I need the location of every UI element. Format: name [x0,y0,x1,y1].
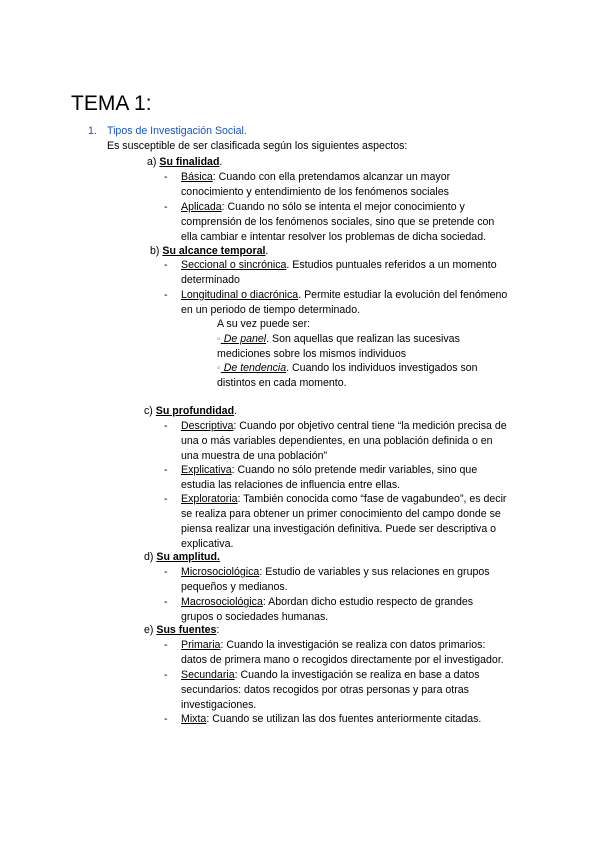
list-item-continuation: secundarios: datos recogidos por otras personas y para otras [181,684,469,696]
list-item-continuation: conocimiento y entendimiento de los fenómenos sociales [181,186,449,198]
list-item-continuation: determinado [181,274,240,286]
list-item-continuation: investigaciones. [181,699,257,711]
section-intro: Es susceptible de ser clasificada según los siguientes aspectos: [107,140,408,152]
list-item-continuation: se realiza para obtener un primer conocimiento del campo donde se [181,508,501,520]
subsection-a-heading: a) Su finalidad. [147,156,223,168]
bullet-dash: - [164,259,168,271]
list-item: Longitudinal o diacrónica. Permite estudiar la evolución del fenómeno [181,289,508,301]
list-item: Explicativa: Cuando no sólo pretende medir variables, sino que [181,464,478,476]
bullet-dash: - [164,639,168,651]
list-item-continuation: datos de primera mano o recogidos directamente por el investigador. [181,654,504,666]
subsection-e-heading: e) Sus fuentes: [144,624,220,636]
subsection-d-heading: d) Su amplitud. [144,551,220,563]
list-item-continuation: piensa realizar una investigación definitiva. Puede ser descriptiva o [181,523,497,535]
list-item-continuation: una o más variables dependientes, en una población definida o en [181,435,493,447]
sub-list-item-continuation: distintos en cada momento. [217,377,347,389]
list-item: Mixta: Cuando se utilizan las dos fuentes anteriormente citadas. [181,713,482,725]
list-item-continuation: ella cambiar e intentar resolver los problemas de dicha sociedad. [181,231,487,243]
bullet-dash: - [164,464,168,476]
list-item-continuation: pequeños y medianos. [181,581,288,593]
bullet-dash: - [164,493,168,505]
list-item: Macrosociológica: Abordan dicho estudio respecto de grandes [181,596,474,608]
list-item: Seccional o sincrónica. Estudios puntuales referidos a un momento [181,259,497,271]
list-item-continuation: en un periodo de tiempo determinado. [181,304,361,316]
list-item: Exploratoria: También conocida como “fase de vagabundeo”, es decir [181,493,507,505]
page-title: TEMA 1: [71,92,152,115]
list-item: Secundaria: Cuando la investigación se realiza en base a datos [181,669,480,681]
subsection-c-heading: c) Su profundidad. [144,405,237,417]
list-item-continuation: una muestra de una población” [181,450,328,462]
bullet-dash: - [164,669,168,681]
sub-list-item: ◦ De tendencia. Cuando los individuos investigados son [217,362,478,374]
list-item-continuation: explicativa. [181,538,234,550]
section-heading: Tipos de Investigación Social. [107,125,247,137]
subsection-b-heading: b) Su alcance temporal. [150,245,269,257]
list-item-continuation: comprensión de los fenómenos sociales, sino que se pretende con [181,216,495,228]
list-item-continuation: estudia las relaciones de influencia entre ellas. [181,479,401,491]
list-item: Primaria: Cuando la investigación se realiza con datos primarios: [181,639,486,651]
list-item: Descriptiva: Cuando por objetivo central tiene “la medición precisa de [181,420,507,432]
bullet-dash: - [164,171,168,183]
sub-intro: A su vez puede ser: [217,318,311,330]
bullet-dash: - [164,713,168,725]
list-item-continuation: grupos o sociedades humanas. [181,611,329,623]
list-item: Básica: Cuando con ella pretendamos alcanzar un mayor [181,171,451,183]
list-item: Microsociológica: Estudio de variables y sus relaciones en grupos [181,566,490,578]
bullet-dash: - [164,289,168,301]
sub-list-item-continuation: mediciones sobre los mismos individuos [217,348,407,360]
bullet-dash: - [164,596,168,608]
sub-list-item: ◦ De panel. Son aquellas que realizan las sucesivas [217,333,460,345]
bullet-dash: - [164,420,168,432]
bullet-dash: - [164,566,168,578]
section-number: 1. [88,125,97,137]
bullet-dash: - [164,201,168,213]
list-item: Aplicada: Cuando no sólo se intenta el mejor conocimiento y [181,201,465,213]
